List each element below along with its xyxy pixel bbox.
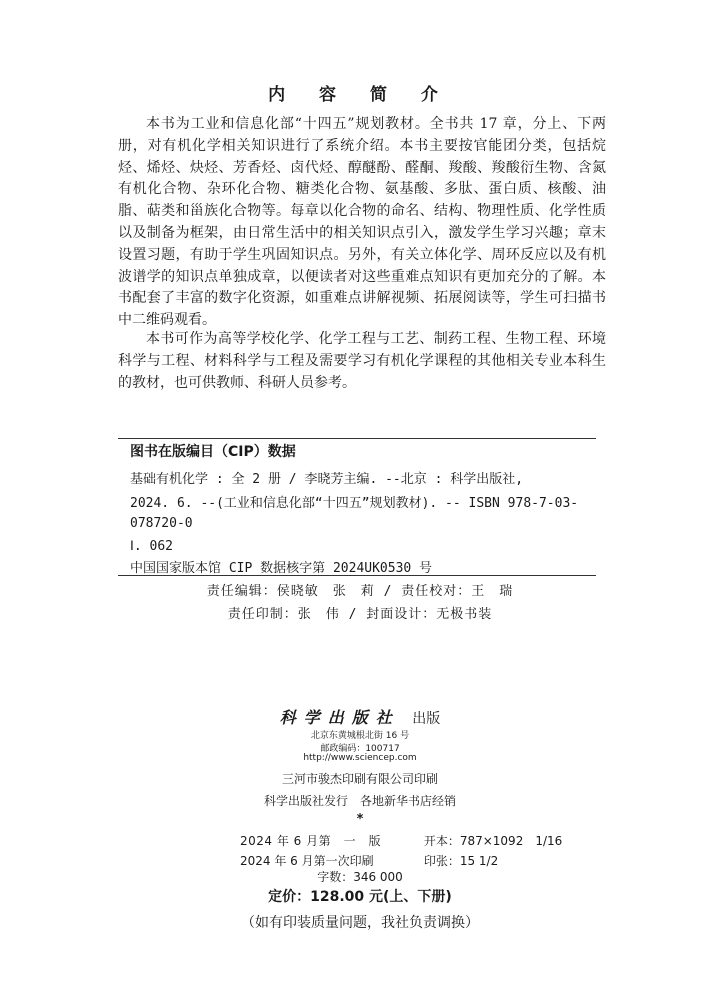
quality-notice: （如有印装质量问题，我社负责调换）	[241, 915, 479, 931]
publisher-name: 科学出版社	[279, 708, 400, 727]
cip-heading: 图书在版编目（CIP）数据	[130, 444, 296, 460]
publisher-postcode: 邮政编码：100717	[320, 744, 400, 754]
cip-line-2: 2024. 6. --(工业和信息化部“十四五”规划教材). -- ISBN 978-7-03-	[130, 496, 579, 511]
cip-top-rule	[118, 438, 596, 439]
wordcount: 字数：346 000	[317, 870, 403, 884]
format: 开本：787×1092 1/16	[423, 834, 563, 848]
printing-row	[240, 852, 498, 869]
separator-asterisk: *	[356, 812, 364, 827]
cip-verification: 中国国家版本馆 CIP 数据核字第 2024UK0530 号	[130, 561, 433, 576]
cip-line-1: 基础有机化学 : 全 2 册 / 李晓芳主编. --北京 : 科学出版社,	[130, 472, 524, 487]
publisher-website: http://www.sciencep.com	[303, 753, 417, 763]
price: 定价：128.00 元(上、下册)	[268, 889, 452, 905]
summary-paragraph-2: 本书可作为高等学校化学、化学工程与工艺、制药工程、生物工程、环境科学与工程、材料科学与工程及需要学习有机化学课程的其他相关专业本科生的教材，也可供教师、科研人员参考。	[118, 331, 606, 391]
publisher-address: 北京东黄城根北街 16 号	[310, 731, 410, 741]
page-title: 内 容 简 介	[268, 85, 452, 105]
printer: 三河市骏杰印刷有限公司印刷	[281, 772, 438, 786]
credits-editors: 责任编辑：侯晓敏 张 莉 / 责任校对：王 瑞	[206, 584, 514, 599]
cip-bottom-rule	[118, 575, 596, 576]
credits-production: 责任印制：张 伟 / 封面设计：无极书装	[227, 607, 493, 622]
edition: 2024 年 6 月第 一 版	[240, 834, 382, 848]
sheets: 印张：15 1/2	[423, 854, 499, 868]
cip-classification: Ⅰ. 062	[130, 539, 173, 554]
edition-row	[240, 832, 562, 849]
cip-line-3: 078720-0	[130, 516, 193, 531]
publishes-label: 出版	[412, 711, 441, 727]
summary-paragraph-1: 本书为工业和信息化部“十四五”规划教材。全书共 17 章，分上、下两册，对有机化学相关知识进行了系统介绍。本书主要按官能团分类，包括烷烃、烯烃、炔烃、芳香烃、卤代烃、醇醚酚、醛酮、羧酸、羧酸衍生物、含氮有机化合物、杂环化合物、糖类化合物、氨基酸、多肽、蛋白质、核酸、油脂、萜类和甾族化合物等。每章以化合物的命名、结构、物理性质、化学性质以及制备为框架，由日常生活中的相关知识点引入，激发学生学习兴趣；章末设置习题，有助于学生巩固知识点。另外，有关立体化学、周环反应以及有机波谱学的知识点单独成章，以便读者对这些重难点知识有更加充分的了解。本书配套了丰富的数字化资源，如重难点讲解视频、拓展阅读等，学生可扫描书中二维码观看。	[118, 116, 606, 329]
printing: 2024 年 6 月第一次印刷	[240, 854, 374, 868]
publisher-line	[0, 705, 720, 728]
distributor: 科学出版社发行 各地新华书店经销	[263, 794, 456, 808]
